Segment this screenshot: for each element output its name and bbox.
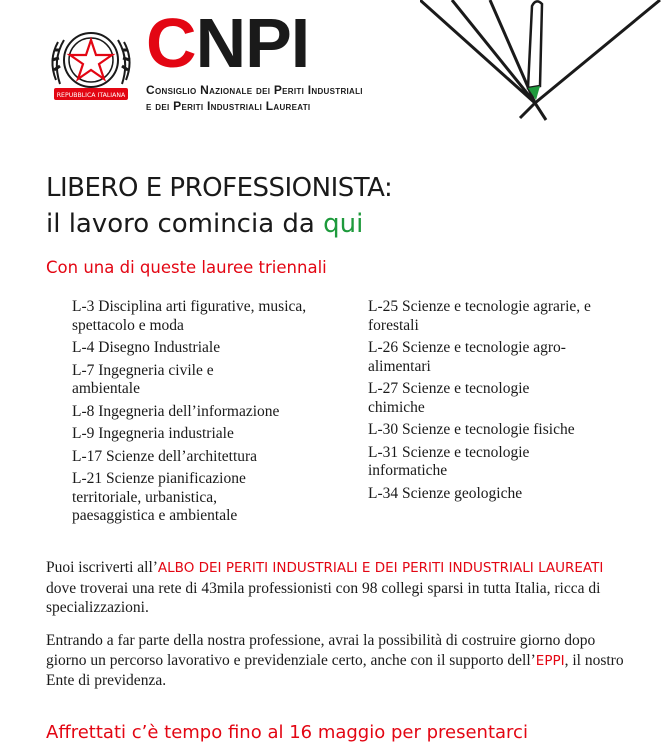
lead-text: Con una di queste lauree triennali bbox=[46, 258, 327, 277]
subtitle-line-1: Consiglio Nazionale dei Periti Industriali bbox=[146, 83, 363, 97]
organization-subtitle bbox=[146, 82, 363, 114]
degree-item: L-26 Scienze e tecnologie agro-alimentari bbox=[368, 339, 566, 375]
degree-item: L-21 Scienze pianificazione territoriale, urbanistica, paesaggistica e ambientale bbox=[72, 470, 246, 524]
degree-item: L-4 Disegno Industriale bbox=[72, 339, 221, 356]
degrees-column-1 bbox=[72, 298, 352, 530]
degree-item: L-27 Scienze e tecnologie chimiche bbox=[368, 380, 530, 416]
headline-line-1: LIBERO E PROFESSIONISTA: bbox=[46, 173, 393, 203]
pencil-graphic-icon bbox=[420, 0, 667, 125]
degree-item: L-7 Ingegneria civile e ambientale bbox=[72, 361, 214, 397]
degree-item: L-30 Scienze e tecnologie fisiche bbox=[368, 421, 575, 438]
eppi-highlight: EPPI bbox=[535, 652, 565, 669]
headline-line-2 bbox=[46, 206, 392, 242]
albo-highlight: ALBO DEI PERITI INDUSTRIALI E DEI PERITI INDUSTRIALI LAUREATI bbox=[157, 560, 604, 576]
degree-item: L-3 Disciplina arti figurative, musica, spettacolo e moda bbox=[72, 298, 307, 334]
page-headline bbox=[46, 170, 392, 242]
degree-item: L-31 Scienze e tecnologie informatiche bbox=[368, 443, 530, 479]
registration-paragraph bbox=[46, 558, 626, 618]
degree-item: L-34 Scienze geologiche bbox=[368, 484, 523, 502]
para1-text-start: Puoi iscriverti all’ bbox=[46, 559, 158, 576]
degree-item: L-17 Scienze dell’architettura bbox=[72, 447, 258, 465]
italian-republic-emblem-icon bbox=[46, 20, 136, 106]
degrees-column-2 bbox=[368, 298, 638, 507]
subtitle-line-2: e dei Periti Industriali Laureati bbox=[146, 99, 311, 113]
degree-item: L-8 Ingegneria dell’informazione bbox=[72, 402, 280, 420]
para2-text-end: , il nostro Ente di previdenza. bbox=[46, 651, 624, 689]
para1-text-end: dove troverai una rete di 43mila professionisti con 98 collegi sparsi in tutta Italia, ricca di specializzazioni. bbox=[46, 579, 601, 616]
cnpi-logo bbox=[146, 4, 310, 82]
deadline-notice: Affrettati c’è tempo fino al 16 maggio per presentarci bbox=[46, 722, 528, 743]
degree-item: L-9 Ingegneria industriale bbox=[72, 425, 234, 442]
emblem-ribbon-text: REPUBBLICA ITALIANA bbox=[56, 92, 126, 99]
headline-highlight: qui bbox=[323, 209, 364, 239]
brand-letter-c: C bbox=[146, 4, 196, 82]
para2-text-start: Entrando a far parte della nostra professione, avrai la possibilità di costruire giorno dopo giorno un percorso lavorativo e previdenziale certo, anche con il supporto dell’ bbox=[46, 632, 596, 669]
brand-letters-npi: NPI bbox=[195, 4, 310, 82]
headline-line-2-text: il lavoro comincia da bbox=[46, 209, 324, 239]
profession-paragraph bbox=[46, 631, 626, 691]
degree-item: L-25 Scienze e tecnologie agrarie, e forestali bbox=[368, 298, 591, 334]
